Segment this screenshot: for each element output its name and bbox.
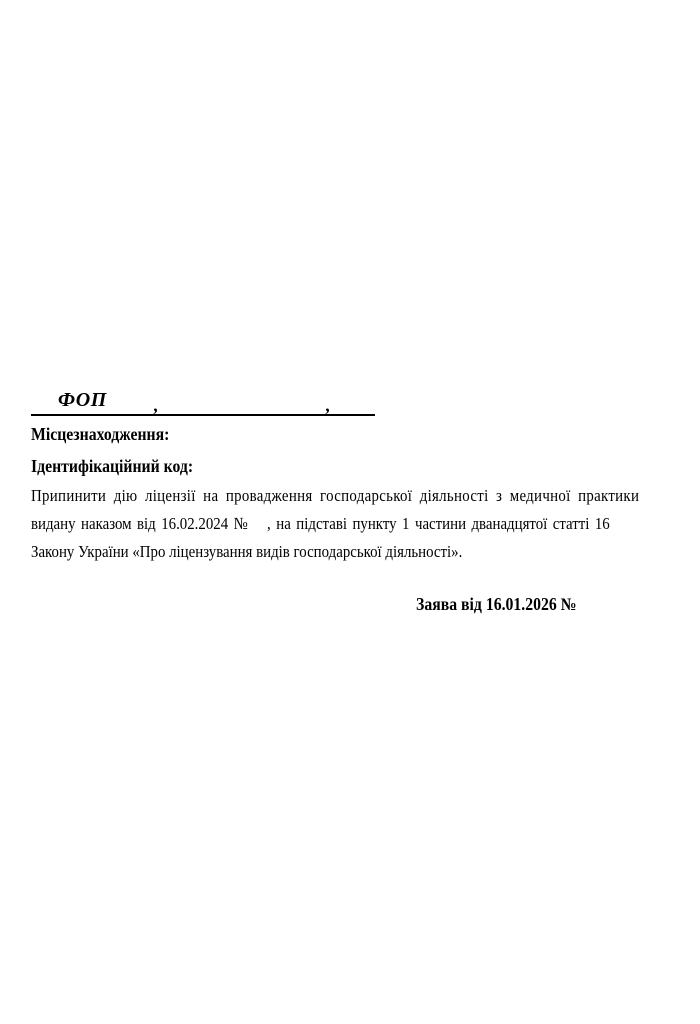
location-label: Місцезнаходження: (31, 424, 170, 444)
body-line-2-start: видану наказом від 16.02.2024 № (31, 514, 248, 533)
application-reference: Заява від 16.01.2026 № (416, 594, 577, 614)
fop-label: ФОП (58, 389, 107, 411)
id-code-label: Ідентифікаційний код: (31, 456, 194, 476)
fop-separator: , (326, 395, 331, 415)
fop-name-field (31, 383, 375, 416)
body-line-2-end: , на підставі пункту 1 частини дванадцятої статті 16 (267, 514, 610, 533)
fop-separator: , (154, 395, 159, 415)
body-line-2 (31, 514, 610, 534)
body-line-3: Закону України «Про ліцензування видів господарської діяльності». (31, 542, 463, 561)
body-line-1: Припинити дію ліцензії на провадження господарської діяльності з медичної практики (31, 486, 640, 505)
